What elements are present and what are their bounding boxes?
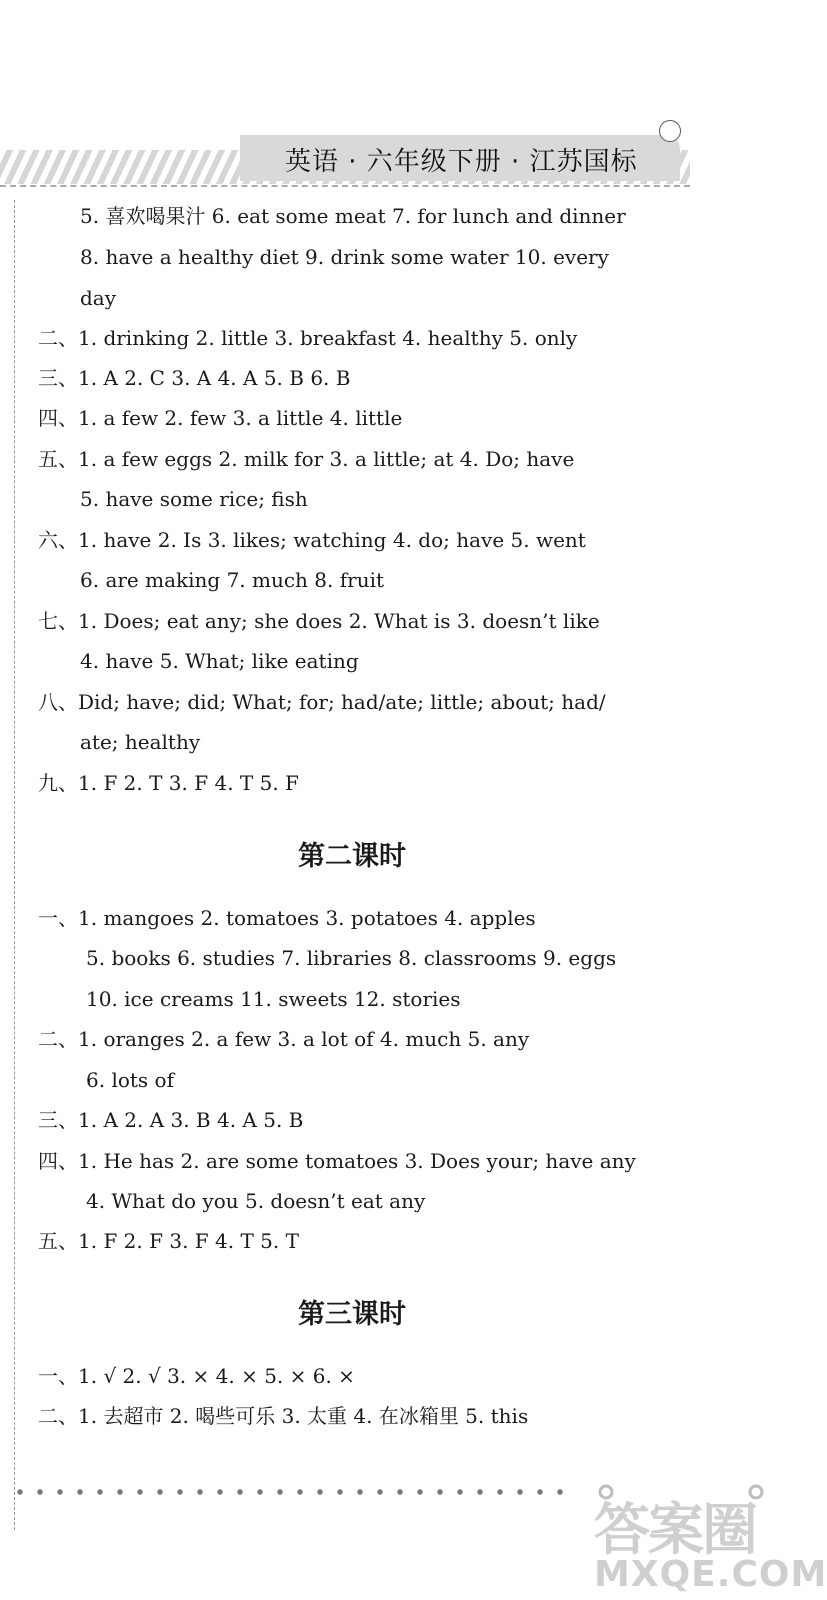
answer-line-10: 6. are making 7. much 8. fruit bbox=[80, 568, 385, 592]
answer-line-8: 5. have some rice; fish bbox=[80, 487, 308, 511]
answer-line-24: 五、1. F 2. F 3. F 4. T 5. T bbox=[38, 1229, 299, 1253]
answer-line-9: 六、1. have 2. Is 3. likes; watching 4. do; have 5. went bbox=[38, 528, 586, 552]
answer-line-20: 6. lots of bbox=[86, 1068, 174, 1092]
answer-line-11: 七、1. Does; eat any; she does 2. What is 3. doesn’t like bbox=[38, 609, 600, 633]
answer-line-17: 5. books 6. studies 7. libraries 8. classrooms 9. eggs bbox=[86, 946, 617, 970]
answer-line-26: 二、1. 去超市 2. 喝些可乐 3. 太重 4. 在冰箱里 5. this bbox=[38, 1404, 529, 1428]
lesson-2-heading: 第二课时 bbox=[298, 841, 406, 872]
answer-line-19: 二、1. oranges 2. a few 3. a lot of 4. much 5. any bbox=[38, 1027, 530, 1051]
answer-line-21: 三、1. A 2. A 3. B 4. A 5. B bbox=[38, 1108, 304, 1132]
watermark-logo-text: 答案圈 bbox=[594, 1498, 756, 1563]
answer-line-14: ate; healthy bbox=[80, 730, 201, 754]
answer-line-16: 一、1. mangoes 2. tomatoes 3. potatoes 4. apples bbox=[38, 906, 536, 930]
answer-line-6: 四、1. a few 2. few 3. a little 4. little bbox=[38, 406, 403, 430]
answer-line-12: 4. have 5. What; like eating bbox=[80, 649, 359, 673]
watermark-url-text: MXQE.COM bbox=[594, 1554, 827, 1595]
answer-line-25: 一、1. √ 2. √ 3. × 4. × 5. × 6. × bbox=[38, 1364, 355, 1388]
answer-line-1: 5. 喜欢喝果汁 6. eat some meat 7. for lunch and dinner bbox=[80, 204, 626, 228]
header-circle-ornament bbox=[659, 120, 681, 142]
answer-line-7: 五、1. a few eggs 2. milk for 3. a little; at 4. Do; have bbox=[38, 447, 575, 471]
footer-dot-border bbox=[10, 1482, 570, 1502]
answer-line-22: 四、1. He has 2. are some tomatoes 3. Does your; have any bbox=[38, 1149, 636, 1173]
answer-line-18: 10. ice creams 11. sweets 12. stories bbox=[86, 987, 461, 1011]
answer-line-5: 三、1. A 2. C 3. A 4. A 5. B 6. B bbox=[38, 366, 351, 390]
left-margin-rule bbox=[14, 200, 15, 1530]
answer-line-13: 八、Did; have; did; What; for; had/ate; little; about; had/ bbox=[38, 690, 606, 714]
answer-line-23: 4. What do you 5. doesn’t eat any bbox=[86, 1189, 426, 1213]
answer-line-2: 8. have a healthy diet 9. drink some water 10. every bbox=[80, 245, 609, 269]
answer-line-3: day bbox=[80, 286, 117, 310]
header-dashed-divider bbox=[0, 185, 690, 187]
lesson-3-heading: 第三课时 bbox=[298, 1299, 406, 1330]
answer-line-15: 九、1. F 2. T 3. F 4. T 5. F bbox=[38, 771, 299, 795]
page-header-title: 英语 · 六年级下册 · 江苏国标 bbox=[285, 147, 638, 177]
answer-line-4: 二、1. drinking 2. little 3. breakfast 4. healthy 5. only bbox=[38, 326, 578, 350]
